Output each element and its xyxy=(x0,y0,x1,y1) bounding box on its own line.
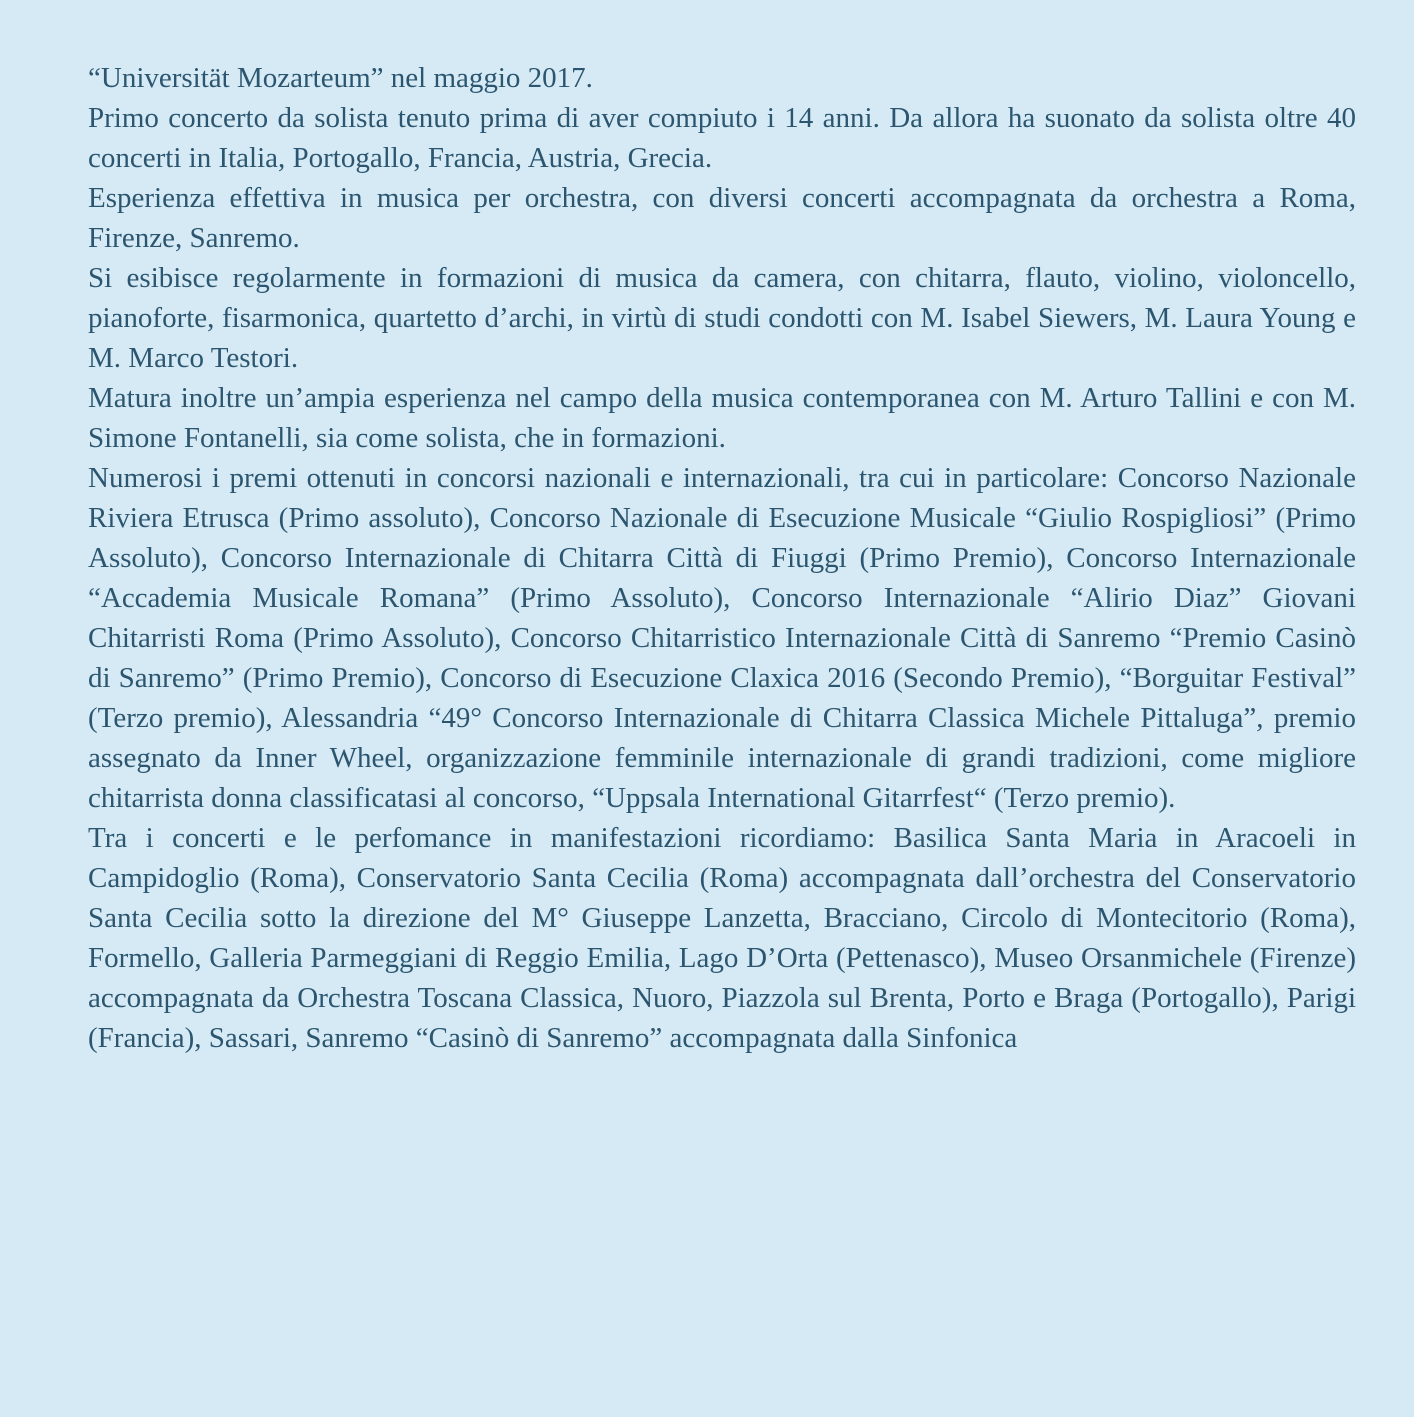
paragraph-mozarteum: “Universität Mozarteum” nel maggio 2017. xyxy=(88,62,593,94)
document-page xyxy=(88,58,1356,1058)
paragraph-awards: Numerosi i premi ottenuti in concorsi nazionali e internazionali, tra cui in particolare: Concorso Nazionale Riviera Etrusca (Primo assoluto), Concorso Nazionale di Esecuzione Musicale “Giulio Rospigliosi” (Primo Assoluto), Concorso Internazionale di Chitarra Città di Fiuggi (Primo Premio), Concorso Internazionale “Accademia Musicale Romana” (Primo Assoluto), Concorso Internazionale “Alirio Diaz” Giovani Chitarristi Roma (Primo Assoluto), Concorso Chitarristico Internazionale Città di Sanremo “Premio Casinò di Sanremo” (Primo Premio), Concorso di Esecuzione Claxica 2016 (Secondo Premio), “Borguitar Festival” (Terzo premio), Alessandria “49° Concorso Internazionale di Chitarra Classica Michele Pittaluga”, premio assegnato da Inner Wheel, organizzazione femminile internazionale di grandi tradizioni, come migliore chitarrista donna classificatasi al concorso, “Uppsala International Gitarrfest“ (Terzo premio). xyxy=(88,462,1356,814)
paragraph-first-concert: Primo concerto da solista tenuto prima di aver compiuto i 14 anni. Da allora ha suonato da solista oltre 40 concerti in Italia, Portogallo, Francia, Austria, Grecia. xyxy=(88,102,1356,174)
paragraph-contemporary-music: Matura inoltre un’ampia esperienza nel campo della musica contemporanea con M. Arturo Tallini e con M. Simone Fontanelli, sia come solista, che in formazioni. xyxy=(88,382,1356,454)
paragraph-chamber-music: Si esibisce regolarmente in formazioni di musica da camera, con chitarra, flauto, violino, violoncello, pianoforte, fisarmonica, quartetto d’archi, in virtù di studi condotti con M. Isabel Siewers, M. Laura Young e M. Marco Testori. xyxy=(88,262,1356,374)
paragraph-concerts: Tra i concerti e le perfomance in manifestazioni ricordiamo: Basilica Santa Maria in Aracoeli in Campidoglio (Roma), Conservatorio Santa Cecilia (Roma) accompagnata dall’orchestra del Conservatorio Santa Cecilia sotto la direzione del M° Giuseppe Lanzetta, Bracciano, Circolo di Montecitorio (Roma), Formello, Galleria Parmeggiani di Reggio Emilia, Lago D’Orta (Pettenasco), Museo Orsanmichele (Firenze) accompagnata da Orchestra Toscana Classica, Nuoro, Piazzola sul Brenta, Porto e Braga (Portogallo), Parigi (Francia), Sassari, Sanremo “Casinò di Sanremo” accompagnata dalla Sinfonica xyxy=(88,822,1356,1054)
paragraph-orchestra-experience: Esperienza effettiva in musica per orchestra, con diversi concerti accompagnata da orchestra a Roma, Firenze, Sanremo. xyxy=(88,182,1356,254)
